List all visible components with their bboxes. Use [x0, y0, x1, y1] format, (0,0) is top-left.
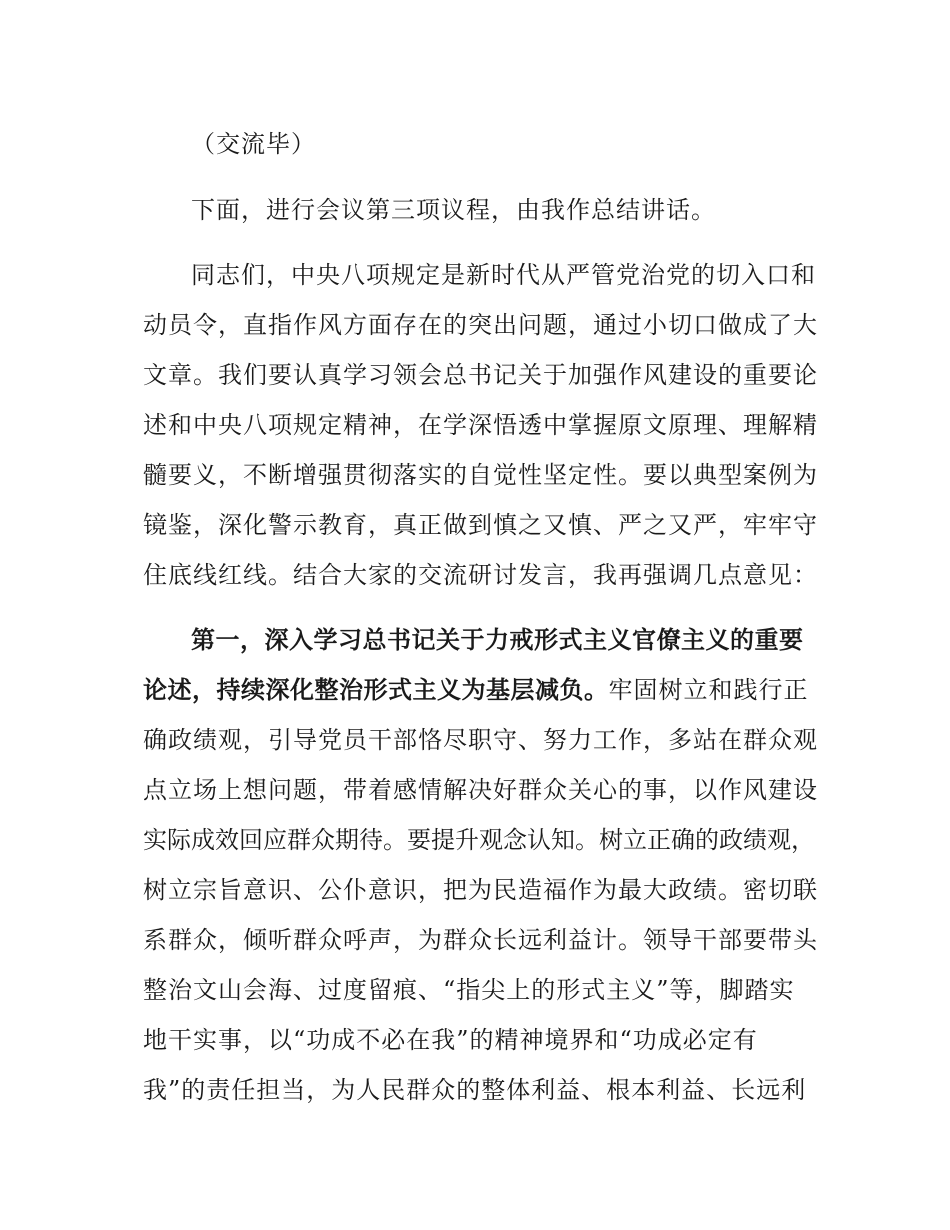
section-heading-line-2: 论述，持续深化整治形式主义为基层减负。	[143, 676, 609, 704]
paragraph1-line-4: 述和中央八项规定精神，在学深悟透中掌握原文原理、理解精	[143, 411, 818, 439]
agenda-line: 下面，进行会议第三项议程，由我作总结讲话。	[191, 196, 716, 224]
paragraph2-line-4: 点立场上想问题，带着感情解决好群众关心的事，以作风建设	[143, 776, 818, 804]
paragraph1-line-7: 住底线红线。结合大家的交流研讨发言，我再强调几点意见：	[143, 561, 818, 589]
paragraph2-line-8: 整治文山会海、过度留痕、“指尖上的形式主义”等，脚踏实	[143, 976, 795, 1004]
paragraph2-line-9: 地干实事，以“功成不必在我”的精神境界和“功成必定有	[143, 1026, 758, 1054]
paragraph1-line-5: 髓要义，不断增强贯彻落实的自觉性坚定性。要以典型案例为	[143, 461, 818, 489]
paragraph2-line-2	[143, 674, 833, 706]
paragraph2-line-6: 树立宗旨意识、公仆意识，把为民造福作为最大政绩。密切联	[143, 876, 818, 904]
paragraph2-line-2-rest: 牢固树立和践行正	[608, 676, 809, 704]
paragraph2-line-7: 系群众，倾听群众呼声，为群众长远利益计。领导干部要带头	[143, 926, 818, 954]
closing-note: （交流毕）	[191, 130, 316, 158]
paragraph1-line-1: 同志们，中央八项规定是新时代从严管党治党的切入口和	[191, 261, 816, 289]
paragraph2-line-5: 实际成效回应群众期待。要提升观念认知。树立正确的政绩观，	[143, 826, 815, 854]
paragraph1-line-3: 文章。我们要认真学习领会总书记关于加强作风建设的重要论	[143, 361, 818, 389]
paragraph2-line-3: 确政绩观，引导党员干部恪尽职守、努力工作，多站在群众观	[143, 726, 818, 754]
paragraph2-line-10: 我”的责任担当，为人民群众的整体利益、根本利益、长远利	[143, 1076, 807, 1104]
paragraph1-line-2: 动员令，直指作风方面存在的突出问题，通过小切口做成了大	[143, 311, 818, 339]
paragraph1-line-6: 镜鉴，深化警示教育，真正做到慎之又慎、严之又严，牢牢守	[143, 511, 818, 539]
section-heading-line-1: 第一，深入学习总书记关于力戒形式主义官僚主义的重要	[191, 626, 804, 654]
